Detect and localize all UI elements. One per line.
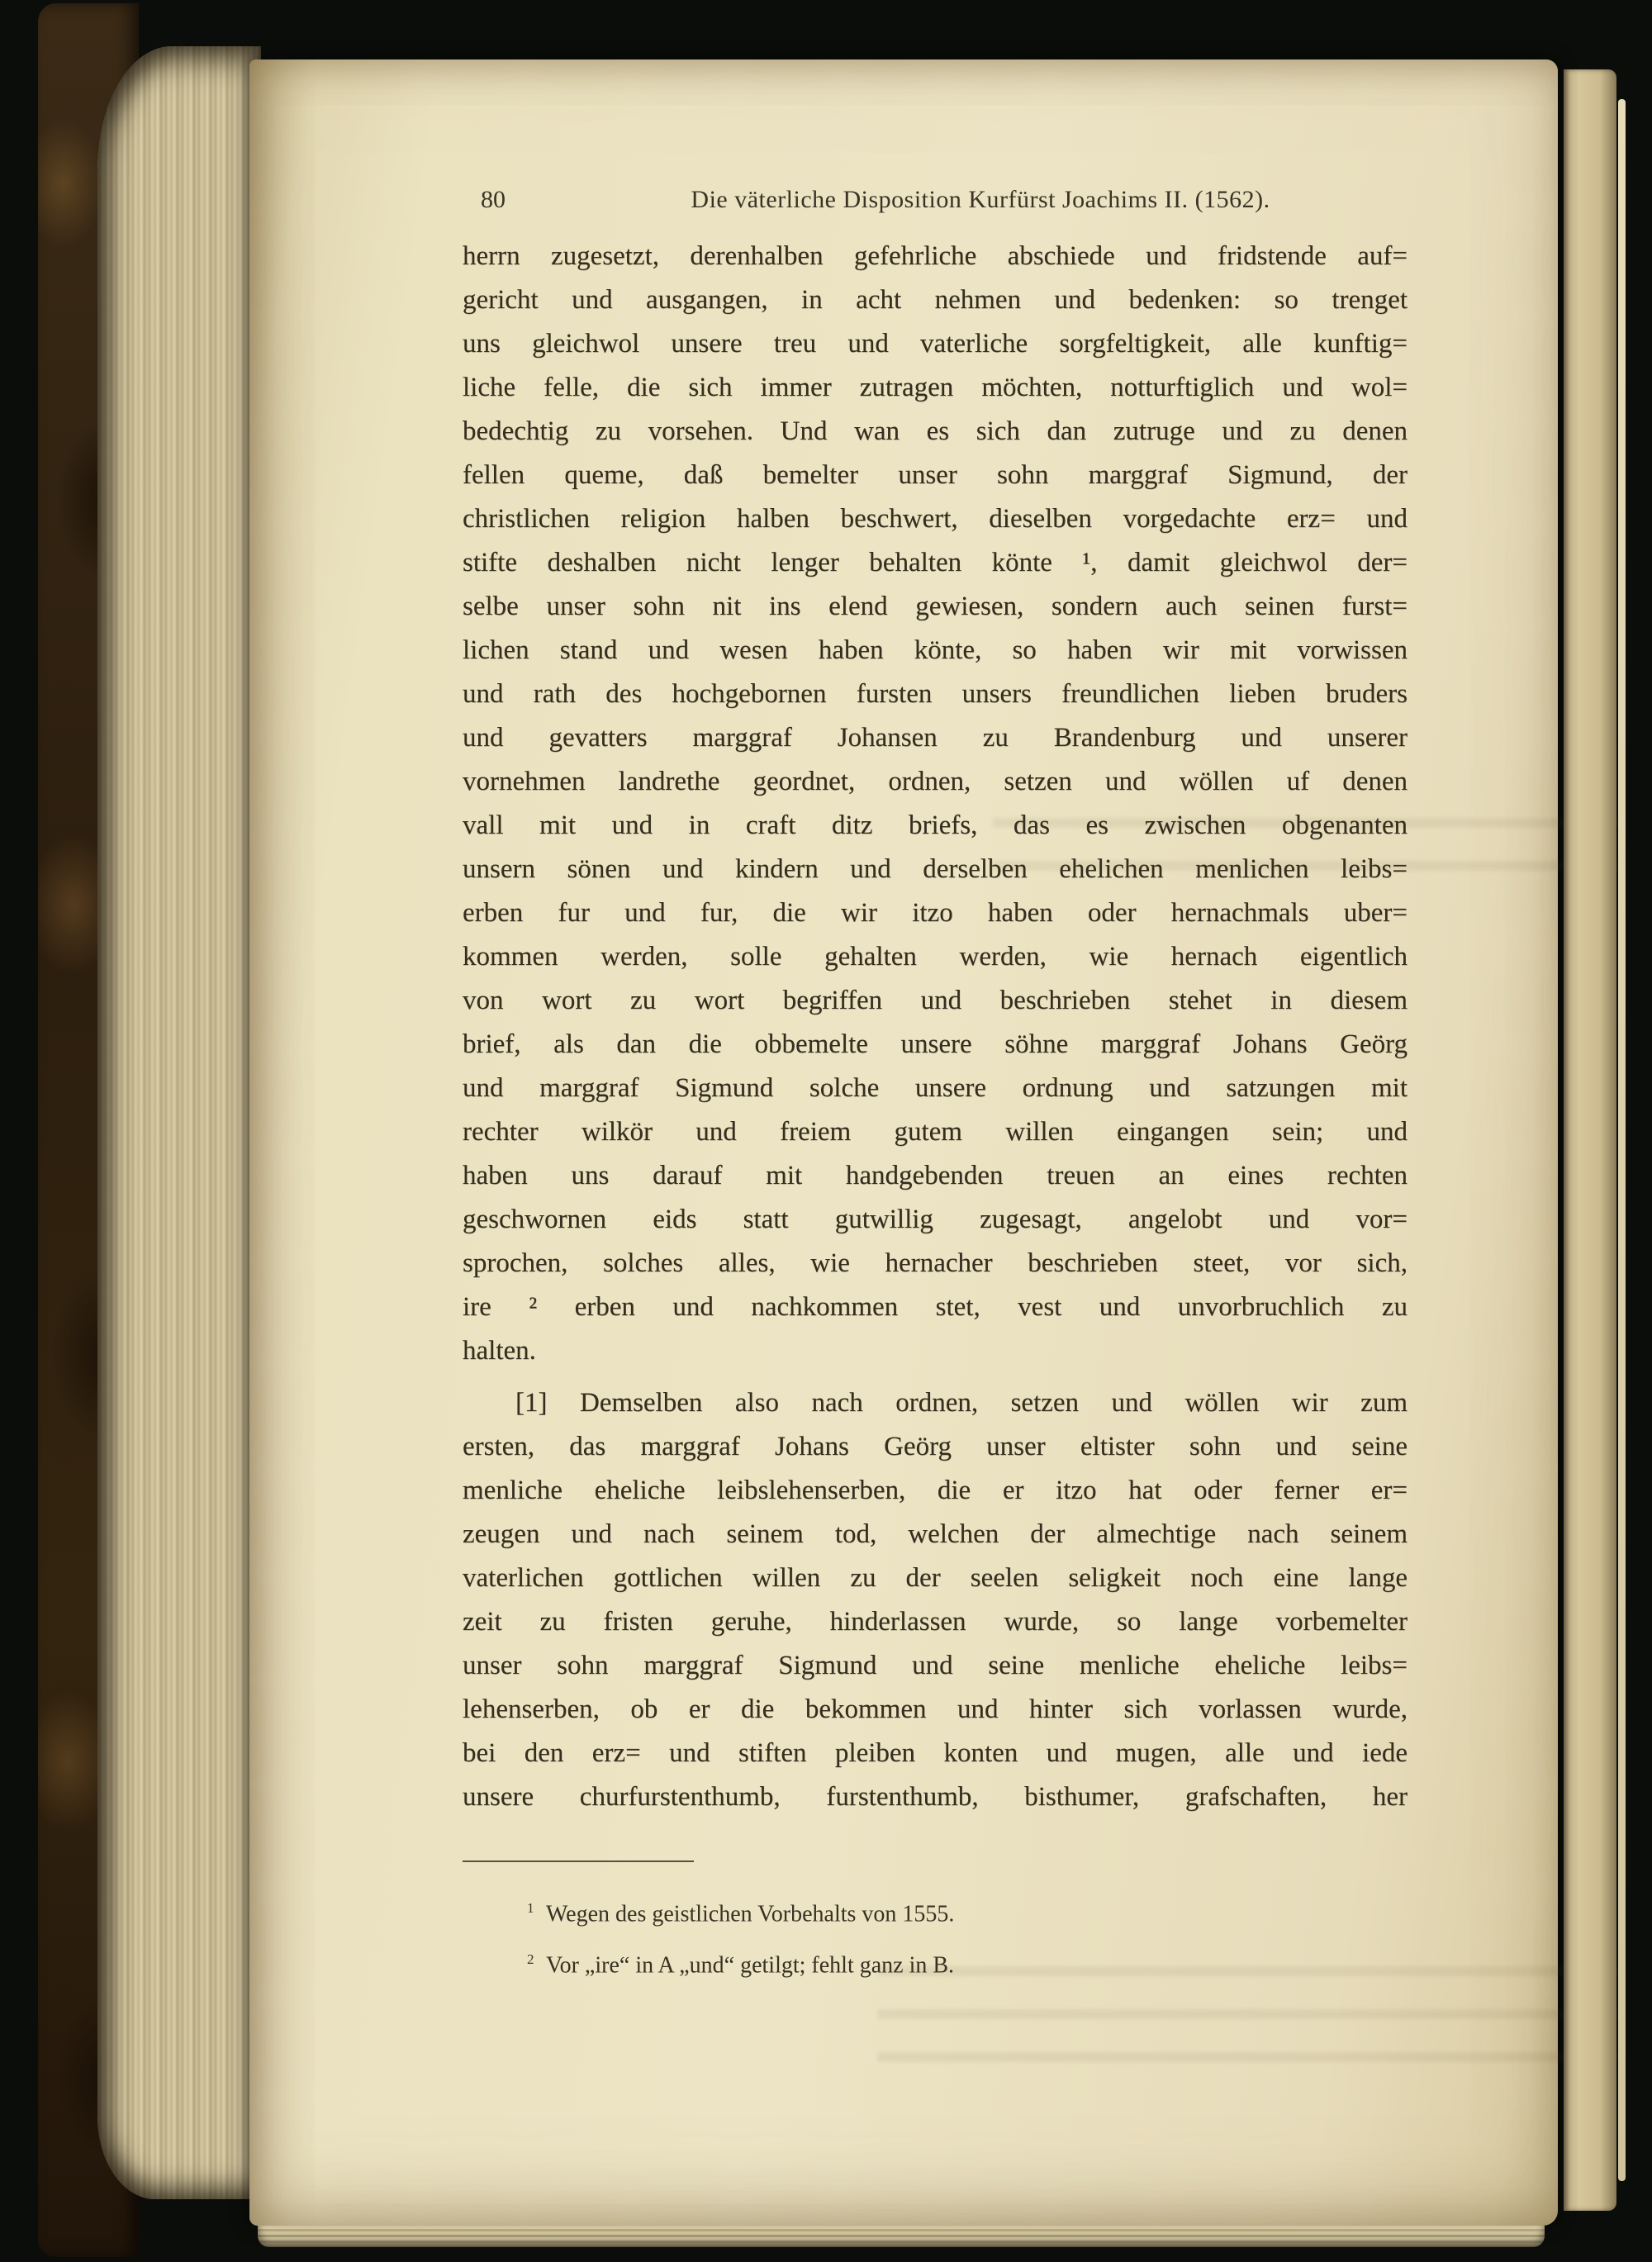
text-line: zeugen und nach seinem tod, welchen der almechtige nach seinem: [463, 1519, 1408, 1549]
footnote-mark: 2: [527, 1951, 534, 1968]
text-line: gericht und ausgangen, in acht nehmen und bedenken: so trenget: [463, 285, 1408, 315]
text-line: lichen stand und wesen haben könte, so haben wir mit vorwissen: [463, 635, 1408, 665]
body-text: [463, 235, 1408, 1819]
text-line: unsern sönen und kindern und derselben ehelichen menlichen leibs=: [463, 854, 1408, 884]
text-line: unser sohn marggraf Sigmund und seine menliche eheliche leibs=: [463, 1651, 1408, 1680]
text-line: brief, als dan die obbemelte unsere söhne marggraf Johans Geörg: [463, 1029, 1408, 1059]
text-line: vaterlichen gottlichen willen zu der seelen seligkeit noch eine lange: [463, 1563, 1408, 1593]
bottom-page-edges: [258, 2226, 1545, 2247]
text-line: christlichen religion halben beschwert, dieselben vorgedachte erz= und: [463, 504, 1408, 534]
text-line: rechter wilkör und freiem gutem willen eingangen sein; und: [463, 1117, 1408, 1147]
text-line: haben uns darauf mit handgebenden treuen an eines rechten: [463, 1161, 1408, 1190]
text-line: und marggraf Sigmund solche unsere ordnung und satzungen mit: [463, 1073, 1408, 1103]
text-line: bei den erz= und stiften pleiben konten und mugen, alle und iede: [463, 1738, 1408, 1768]
text-line: [1] Demselben also nach ordnen, setzen und wöllen wir zum: [515, 1388, 1408, 1418]
text-line: selbe unser sohn nit ins elend gewiesen, sondern auch seinen furst=: [463, 592, 1408, 621]
text-line: unsere churfurstenthumb, furstenthumb, bisthumer, grafschaften, her: [463, 1782, 1408, 1812]
paragraph: [463, 235, 1408, 1373]
footnotes: [463, 1885, 1408, 1989]
text-line: ire ² erben und nachkommen stet, vest und unvorbruchlich zu: [463, 1292, 1408, 1322]
text-line: erben fur und fur, die wir itzo haben oder hernachmals uber=: [463, 898, 1408, 928]
footnote: $^2$ Vor „ire“ in A „und“ getilgt; fehlt ganz in B.: [527, 1951, 955, 1979]
book-page: [249, 59, 1558, 2226]
text-line: und gevatters marggraf Johansen zu Brandenburg und unserer: [463, 723, 1408, 753]
page-number: 80: [481, 186, 506, 213]
text-line: menliche eheliche leibslehenserben, die er itzo hat oder ferner er=: [463, 1476, 1408, 1505]
running-header-row: [463, 183, 1408, 216]
text-line: lehenserben, ob er die bekommen und hinter sich vorlassen wurde,: [463, 1694, 1408, 1724]
text-line: bedechtig zu vorsehen. Und wan es sich dan zutruge und zu denen: [463, 416, 1408, 446]
text-line: geschwornen eids statt gutwillig zugesagt, angelobt und vor=: [463, 1205, 1408, 1234]
text-line: von wort zu wort begriffen und beschrieben stehet in diesem: [463, 986, 1408, 1015]
text-line: herrn zugesetzt, derenhalben gefehrliche abschiede und fridstende auf=: [463, 241, 1408, 271]
text-line: stifte deshalben nicht lenger behalten könte ¹, damit gleichwol der=: [463, 548, 1408, 577]
running-header: Die väterliche Disposition Kurfürst Joachims II. (1562).: [691, 186, 1270, 213]
page-content: [249, 59, 1558, 2226]
next-page-edge: [1564, 69, 1616, 2211]
text-line: vornehmen landrethe geordnet, ordnen, setzen und wöllen uf denen: [463, 767, 1408, 796]
text-line: sprochen, solches alles, wie hernacher beschrieben steet, vor sich,: [463, 1248, 1408, 1278]
footnote-divider: [463, 1860, 694, 1862]
footnote-mark: 1: [527, 1900, 534, 1916]
text-line: ersten, das marggraf Johans Geörg unser eltister sohn und seine: [463, 1432, 1408, 1461]
text-line: und rath des hochgebornen fursten unsers freundlichen lieben bruders: [463, 679, 1408, 709]
text-line: fellen queme, daß bemelter unser sohn marggraf Sigmund, der: [463, 460, 1408, 490]
text-line: halten.: [463, 1336, 536, 1366]
text-line: kommen werden, solle gehalten werden, wie hernach eigentlich: [463, 942, 1408, 972]
text-line: liche felle, die sich immer zutragen möchten, notturftiglich und wol=: [463, 373, 1408, 402]
footnote: $^1$ Wegen des geistlichen Vorbehalts von 1555.: [527, 1900, 955, 1927]
text-line: vall mit und in craft ditz briefs, das es zwischen obgenanten: [463, 810, 1408, 840]
paragraph: [463, 1381, 1408, 1819]
text-line: zeit zu fristen geruhe, hinderlassen wurde, so lange vorbemelter: [463, 1607, 1408, 1637]
text-line: uns gleichwol unsere treu und vaterliche sorgfeltigkeit, alle kunftig=: [463, 329, 1408, 359]
next-page-edge-highlight: [1618, 99, 1626, 2181]
page-edge-stack: [97, 46, 261, 2199]
